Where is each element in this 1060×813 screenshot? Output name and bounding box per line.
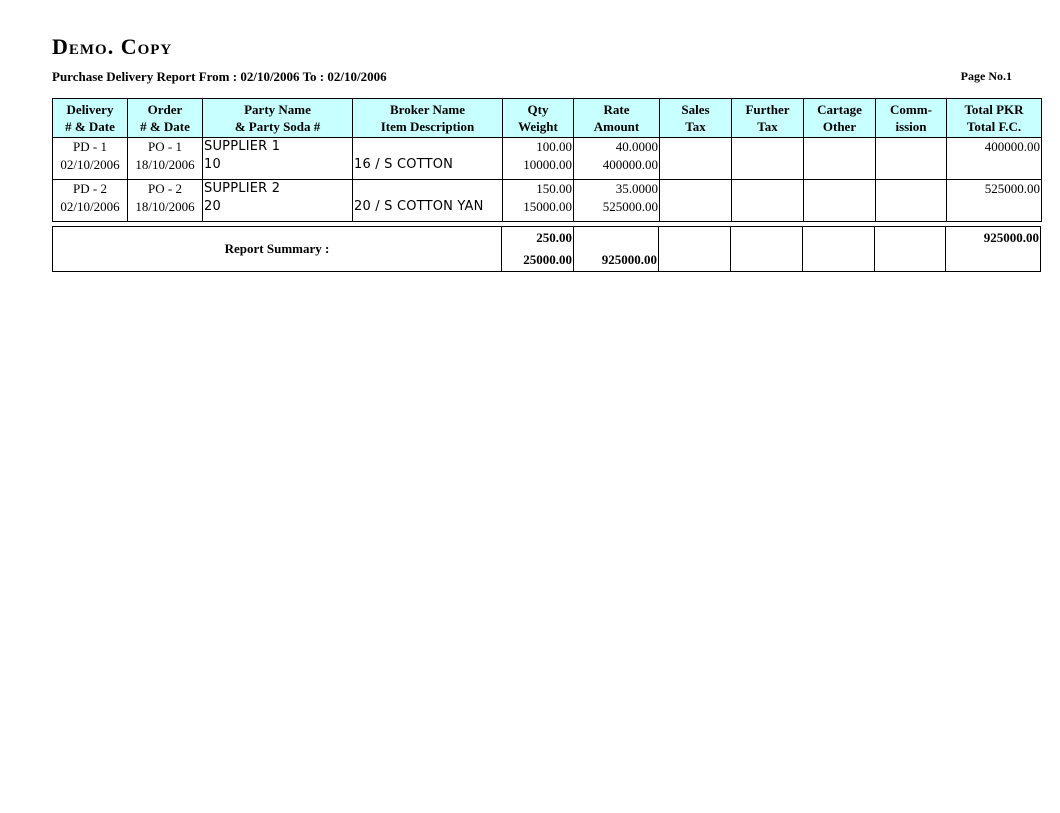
column-header: Broker Name Item Description: [353, 99, 503, 138]
broker-item-cell: 16 / S COTTON: [353, 138, 503, 180]
cartage-cell: [804, 180, 876, 222]
column-header: Delivery # & Date: [53, 99, 128, 138]
summary-qty-weight: [502, 227, 574, 272]
summary-commission: [875, 227, 946, 272]
delivery-cell: PD - 2 02/10/2006: [53, 180, 128, 222]
commission-cell: [876, 180, 947, 222]
column-header: Order # & Date: [128, 99, 203, 138]
report-subtitle: Purchase Delivery Report From : 02/10/2006 To : 02/10/2006: [52, 69, 387, 84]
column-header: Qty Weight: [503, 99, 574, 138]
qty-weight-cell: 150.00 15000.00: [503, 180, 574, 222]
total-cell: 400000.00: [947, 138, 1042, 180]
commission-cell: [876, 138, 947, 180]
further-tax-cell: [732, 138, 804, 180]
summary-row: [53, 227, 1041, 272]
summary-sales-tax: [659, 227, 731, 272]
header-row: [53, 99, 1042, 138]
summary-total-pkr: 925000.00: [983, 230, 1039, 245]
order-cell: PO - 1 18/10/2006: [128, 138, 203, 180]
total-cell: 525000.00: [947, 180, 1042, 222]
column-header: Comm- ission: [876, 99, 947, 138]
report-summary: [52, 226, 1041, 272]
further-tax-cell: [732, 180, 804, 222]
column-header: Party Name & Party Soda #: [203, 99, 353, 138]
report-table: [52, 98, 1042, 222]
party-cell: SUPPLIER 2 20: [203, 180, 353, 222]
page-number: Page No.1: [960, 69, 1012, 83]
column-header: Sales Tax: [660, 99, 732, 138]
summary-total-cell: [946, 227, 1041, 272]
sales-tax-cell: [660, 180, 732, 222]
rate-amount-cell: 40.0000 400000.00: [574, 138, 660, 180]
summary-further-tax: [731, 227, 803, 272]
rate-amount-cell: 35.0000 525000.00: [574, 180, 660, 222]
table-row: [53, 138, 1042, 180]
order-cell: PO - 2 18/10/2006: [128, 180, 203, 222]
column-header: Cartage Other: [804, 99, 876, 138]
table-row: [53, 180, 1042, 222]
sales-tax-cell: [660, 138, 732, 180]
column-header: Further Tax: [732, 99, 804, 138]
party-cell: SUPPLIER 1 10: [203, 138, 353, 180]
column-header: Total PKR Total F.C.: [947, 99, 1042, 138]
qty-weight-cell: 100.00 10000.00: [503, 138, 574, 180]
summary-qty: 250.00: [536, 230, 572, 245]
report-title: Demo. Copy: [52, 34, 173, 59]
cartage-cell: [804, 138, 876, 180]
summary-label: Report Summary :: [53, 227, 502, 272]
summary-weight: 25000.00: [523, 252, 572, 267]
broker-item-cell: 20 / S COTTON YAN: [353, 180, 503, 222]
delivery-cell: PD - 1 02/10/2006: [53, 138, 128, 180]
summary-cartage: [803, 227, 875, 272]
column-header: Rate Amount: [574, 99, 660, 138]
summary-amount: 925000.00: [601, 252, 657, 267]
summary-amount-cell: [574, 227, 659, 272]
